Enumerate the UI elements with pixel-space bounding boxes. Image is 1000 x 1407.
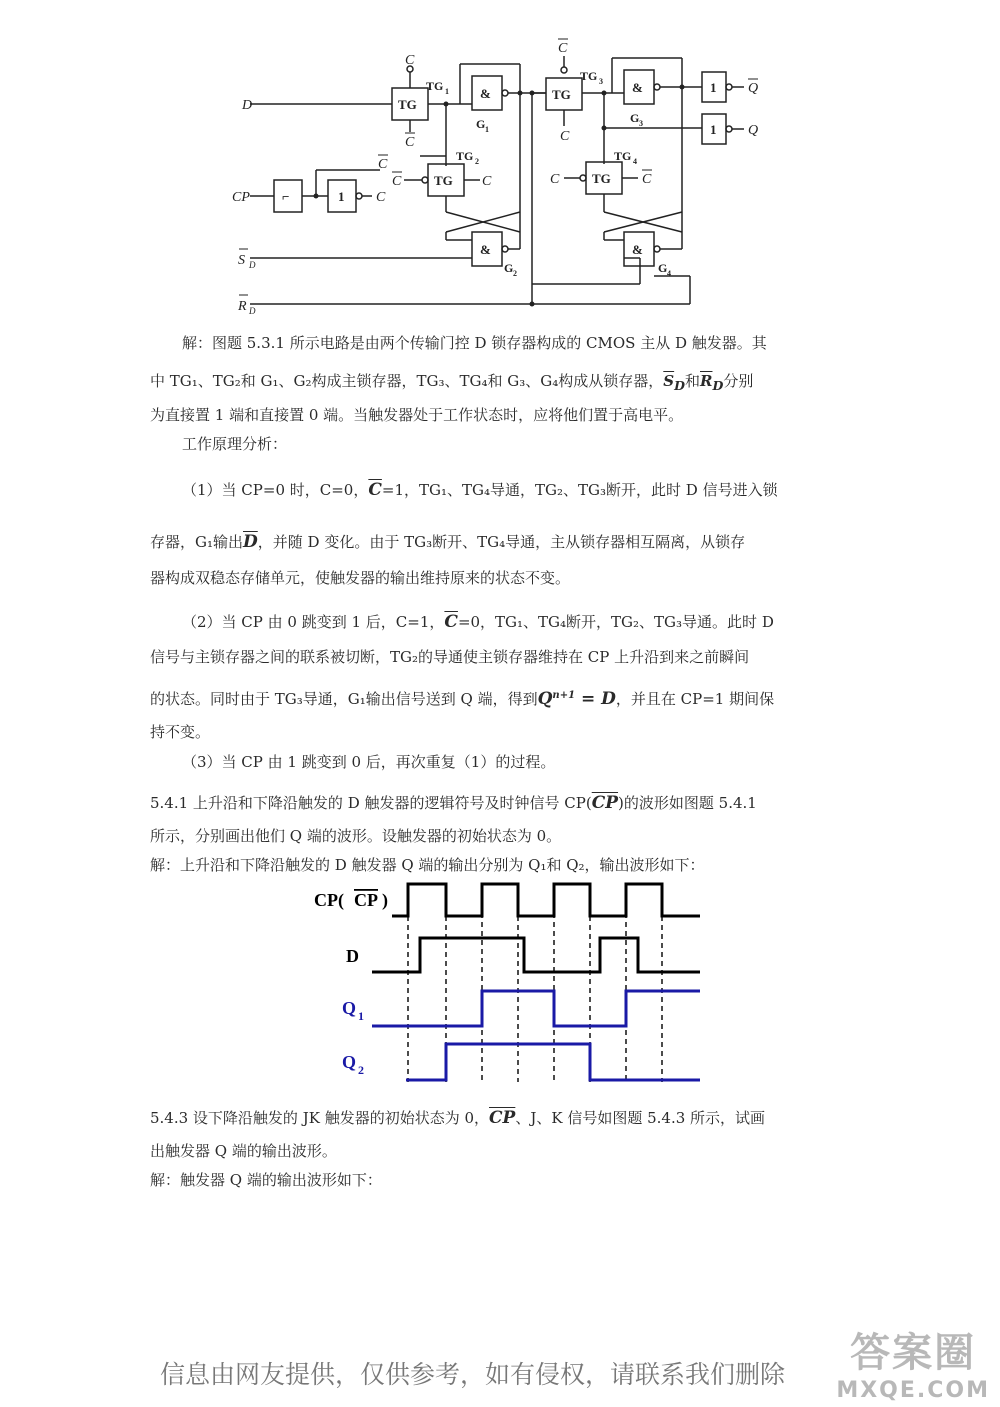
g1-name-sub: 1 <box>485 125 489 134</box>
text-run: ，并随 D 变化。由于 TG₃断开、TG₄导通，主从锁存器相互隔离，从锁存 <box>257 533 746 551</box>
rd-sub: D <box>249 306 256 316</box>
cbar-symbol: $\overline{C}$ <box>368 480 382 500</box>
d-signal-label: D <box>346 946 359 966</box>
tg3-name: TG <box>580 69 598 83</box>
q2-signal-label: Q <box>342 1052 357 1072</box>
q-bubble <box>726 126 732 132</box>
tg4-bubble <box>580 175 586 181</box>
case-3: （3）当 CP 由 1 跳变到 0 后，再次重复（1）的过程。 <box>182 753 556 771</box>
answer-5-4-1: 解：上升沿和下降沿触发的 D 触发器 Q 端的输出分别为 Q₁和 Q₂，输出波形如下： <box>150 856 705 874</box>
q2-signal-sub: 2 <box>358 1063 364 1077</box>
sd-overbar-sub: D <box>674 378 685 393</box>
tg4-name-sub: 4 <box>633 157 637 166</box>
d-input-label: D <box>242 98 253 113</box>
tg2-name-sub: 2 <box>475 157 479 166</box>
g3-and-symbol: & <box>632 80 643 95</box>
cp-signal-label-bar: CP <box>354 890 378 910</box>
text-run: 5.4.3 设下降沿触发的 JK 触发器的初始状态为 0， <box>150 1109 490 1127</box>
tg1-text: TG <box>398 97 417 112</box>
tg3-bubble <box>561 67 567 73</box>
analysis-heading: 工作原理分析： <box>182 435 288 453</box>
cp-waveform <box>392 884 700 916</box>
g1-and-symbol: & <box>480 86 491 101</box>
tg4-text: TG <box>592 171 611 186</box>
text-run: （2）当 CP 由 0 跳变到 1 后，C=1， <box>182 613 445 631</box>
c-label-tg2: C <box>482 174 492 189</box>
question-5-4-3-line-1 <box>150 1108 850 1128</box>
cpbar-symbol: $\overline{CP}$ <box>489 1108 516 1128</box>
question-5-4-3-line-2: 出触发器 Q 端的输出波形。 <box>150 1142 337 1160</box>
q1-signal-label: Q <box>342 998 357 1018</box>
tg2-name: TG <box>456 149 474 163</box>
qbar-bubble <box>726 84 732 90</box>
text-run: =1，TG₁、TG₄导通，TG₂、TG₃断开，此时 D 信号进入锁 <box>381 481 778 499</box>
g2-name: G <box>504 261 514 275</box>
sd-label: S <box>238 253 245 268</box>
cbar-label-top: C <box>378 157 388 172</box>
g4-and-symbol: & <box>632 242 643 257</box>
solution-paragraph-1-line-3: 为直接置 1 端和直接置 0 端。当触发器处于工作状态时，应将他们置于高电平。 <box>150 406 684 424</box>
text-run: 、J、K 信号如图题 5.4.3 所示，试画 <box>515 1109 766 1127</box>
g1-bubble <box>502 90 508 96</box>
q2-waveform <box>406 1044 700 1080</box>
disclaimer-footer: 信息由网友提供，仅供参考，如有侵权，请联系我们删除 <box>160 1360 786 1389</box>
g2-bubble <box>502 246 508 252</box>
case-1-line-2 <box>150 532 850 552</box>
cpbar-symbol: $\overline{CP}$ <box>591 793 619 813</box>
watermark-logo <box>836 1321 990 1403</box>
question-5-4-1-line-2: 所示，分别画出他们 Q 端的波形。设触发器的初始状态为 0。 <box>150 827 562 845</box>
schmitt-symbol: ⌐ <box>282 189 290 204</box>
equation-rest: = D <box>575 689 616 709</box>
text-run: 和 <box>684 372 700 390</box>
c-label-tg4: C <box>550 172 560 187</box>
text-run: 中 TG₁、TG₂和 G₁、G₂构成主锁存器，TG₃、TG₄和 G₃、G₄构成从锁存器， <box>150 372 664 390</box>
text-run: =0，TG₁、TG₄断开，TG₂、TG₃导通。此时 D <box>457 613 774 631</box>
rd-overbar-symbol: $\overline{R}$ <box>700 372 713 390</box>
rd-overbar-sub: D <box>712 378 724 393</box>
text-run: )的波形如图题 5.4.1 <box>618 794 757 812</box>
tg4-name: TG <box>614 149 632 163</box>
g3-bubble <box>654 84 660 90</box>
g3-name: G <box>630 111 640 125</box>
tg2-bubble <box>422 177 428 183</box>
equation-q: Q <box>537 689 553 709</box>
watermark-main: 答案圈 <box>850 1330 977 1376</box>
cbar-symbol: $\overline{C}$ <box>444 612 458 632</box>
qbar-inv-symbol: 1 <box>710 80 717 95</box>
tg1-name: TG <box>426 79 444 93</box>
tg1-name-sub: 1 <box>445 87 449 96</box>
equation-sup: n+1 <box>552 690 576 701</box>
cbar-label-tg4: C <box>642 172 652 187</box>
watermark-site: MXQE.COM <box>836 1378 990 1403</box>
cp-inverter-bubble <box>356 193 362 199</box>
tg3-name-sub: 3 <box>599 77 603 86</box>
cp-signal-label-close: ) <box>382 890 388 910</box>
c-label-tg1-top: C <box>405 53 415 68</box>
d-waveform <box>372 938 700 972</box>
timing-waveforms <box>300 872 710 1094</box>
rd-label: R <box>238 299 247 314</box>
g4-name: G <box>658 261 668 275</box>
sd-sub: D <box>249 260 256 270</box>
dbar-symbol: $\overline{D}$ <box>243 532 258 552</box>
c-label-tg3: C <box>560 129 570 144</box>
qbar-output-label: Q <box>748 81 759 96</box>
case-2-line-2: 信号与主锁存器之间的联系被切断，TG₂的导通使主锁存器维持在 CP 上升沿到来之前瞬间 <box>150 648 750 666</box>
cp-input-label: CP <box>232 190 250 205</box>
case-2-line-1 <box>150 612 850 632</box>
g3-name-sub: 3 <box>639 119 643 128</box>
cp-signal-label: CP( <box>314 890 344 910</box>
case-1-line-1 <box>150 480 850 500</box>
c-label-cp: C <box>376 190 386 205</box>
text-run: ，并且在 CP=1 期间保 <box>615 690 775 708</box>
cbar-label-tg3: C <box>558 41 568 56</box>
case-1-line-3: 器构成双稳态存储单元，使触发器的输出维持原来的状态不变。 <box>150 569 571 587</box>
sd-overbar-symbol: $\overline{S}$ <box>663 372 675 390</box>
case-2-line-3 <box>150 686 850 709</box>
solution-paragraph-1-line-1: 解：图题 5.3.1 所示电路是由两个传输门控 D 锁存器构成的 CMOS 主从 D 触发器。其 <box>182 334 767 352</box>
g2-and-symbol: & <box>480 242 491 257</box>
cbar-label-tg1-bottom: C <box>405 135 415 150</box>
solution-paragraph-1-line-2 <box>150 371 850 396</box>
text-run: （1）当 CP=0 时，C=0， <box>182 481 369 499</box>
q-output-label: Q <box>748 123 759 138</box>
answer-5-4-3: 解：触发器 Q 端的输出波形如下： <box>150 1171 382 1189</box>
text-run: 的状态。同时由于 TG₃导通，G₁输出信号送到 Q 端，得到 <box>150 690 538 708</box>
q1-signal-sub: 1 <box>358 1009 364 1023</box>
master-slave-d-flipflop-circuit <box>220 36 760 316</box>
tg2-text: TG <box>434 173 453 188</box>
q1-waveform <box>372 991 700 1026</box>
question-5-4-1-line-1 <box>150 793 850 813</box>
text-run: 存器，G₁输出 <box>150 533 243 551</box>
q-inv-symbol: 1 <box>710 122 717 137</box>
cp-inv-symbol: 1 <box>338 189 345 204</box>
g4-name-sub: 4 <box>667 269 671 278</box>
g2-name-sub: 2 <box>513 269 517 278</box>
text-run: 分别 <box>723 372 754 390</box>
text-run: 5.4.1 上升沿和下降沿触发的 D 触发器的逻辑符号及时钟信号 CP( <box>150 794 592 812</box>
tg3-text: TG <box>552 87 571 102</box>
cbar-label-tg2: C <box>392 174 402 189</box>
case-2-line-4: 持不变。 <box>150 723 211 741</box>
g4-bubble <box>654 246 660 252</box>
g1-name: G <box>476 117 486 131</box>
